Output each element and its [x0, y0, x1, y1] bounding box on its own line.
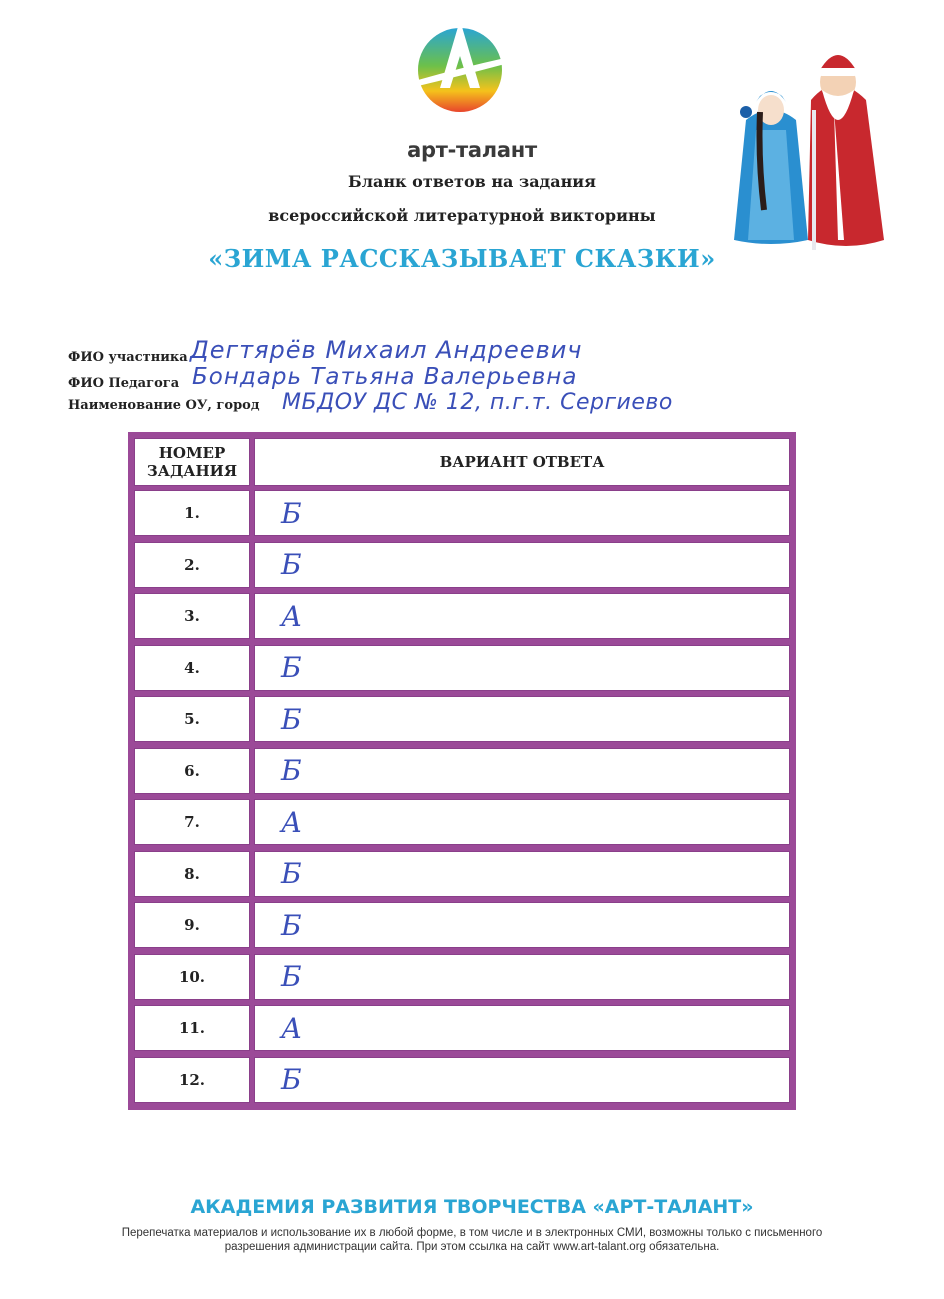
ded-moroz-snegurochka-illustration	[716, 40, 896, 255]
teacher-label: ФИО Педагога	[68, 376, 180, 391]
task-number-cell: 1.	[134, 490, 250, 536]
quiz-title: «ЗИМА РАССКАЗЫВАЕТ СКАЗКИ»	[208, 244, 716, 273]
answer-cell[interactable]: Б	[254, 542, 790, 588]
task-number-cell: 9.	[134, 902, 250, 948]
task-number-cell: 2.	[134, 542, 250, 588]
answer-cell[interactable]: Б	[254, 1057, 790, 1103]
answer-cell[interactable]: Б	[254, 645, 790, 691]
brand-name: арт-талант	[407, 138, 537, 162]
footer-notice: Перепечатка материалов и использование их в любой форме, в том числе и в электронных СМИ, возможны только с письменного разрешения администрации сайта. При этом ссылка на сайт www.art-talant.org обязательна.	[121, 1227, 823, 1253]
task-number-cell: 11.	[134, 1005, 250, 1051]
header-task-number-label: НОМЕР ЗАДАНИЯ	[146, 444, 238, 480]
task-number-cell: 6.	[134, 748, 250, 794]
answer-cell[interactable]: А	[254, 593, 790, 639]
task-number-cell: 7.	[134, 799, 250, 845]
footer-org: АКАДЕМИЯ РАЗВИТИЯ ТВОРЧЕСТВА «АРТ-ТАЛАНТ»	[190, 1196, 754, 1218]
task-number-cell: 12.	[134, 1057, 250, 1103]
school-label: Наименование ОУ, город	[68, 398, 260, 413]
task-number-cell: 8.	[134, 851, 250, 897]
answer-cell[interactable]: А	[254, 799, 790, 845]
answer-cell[interactable]: Б	[254, 851, 790, 897]
answer-cell[interactable]: Б	[254, 748, 790, 794]
answer-cell[interactable]: Б	[254, 902, 790, 948]
teacher-value: Бондарь Татьяна Валерьевна	[192, 364, 578, 390]
task-number-cell: 4.	[134, 645, 250, 691]
task-number-cell: 10.	[134, 954, 250, 1000]
form-title-line2: всероссийской литературной викторины	[268, 206, 656, 225]
art-talant-logo	[410, 18, 510, 118]
school-value: МБДОУ ДС № 12, п.г.т. Сергиево	[282, 390, 673, 415]
answer-cell[interactable]: Б	[254, 696, 790, 742]
answer-cell[interactable]: А	[254, 1005, 790, 1051]
task-number-cell: 5.	[134, 696, 250, 742]
answer-cell[interactable]: Б	[254, 954, 790, 1000]
header-answer-label: ВАРИАНТ ОТВЕТА	[439, 453, 605, 471]
participant-label: ФИО участника	[68, 350, 188, 365]
form-title-line1: Бланк ответов на задания	[348, 172, 596, 191]
header-answer	[254, 438, 790, 486]
header-task-number	[134, 438, 250, 486]
participant-value: Дегтярёв Михаил Андреевич	[190, 336, 583, 364]
answer-table	[128, 432, 796, 1110]
task-number-cell: 3.	[134, 593, 250, 639]
answer-cell[interactable]: Б	[254, 490, 790, 536]
